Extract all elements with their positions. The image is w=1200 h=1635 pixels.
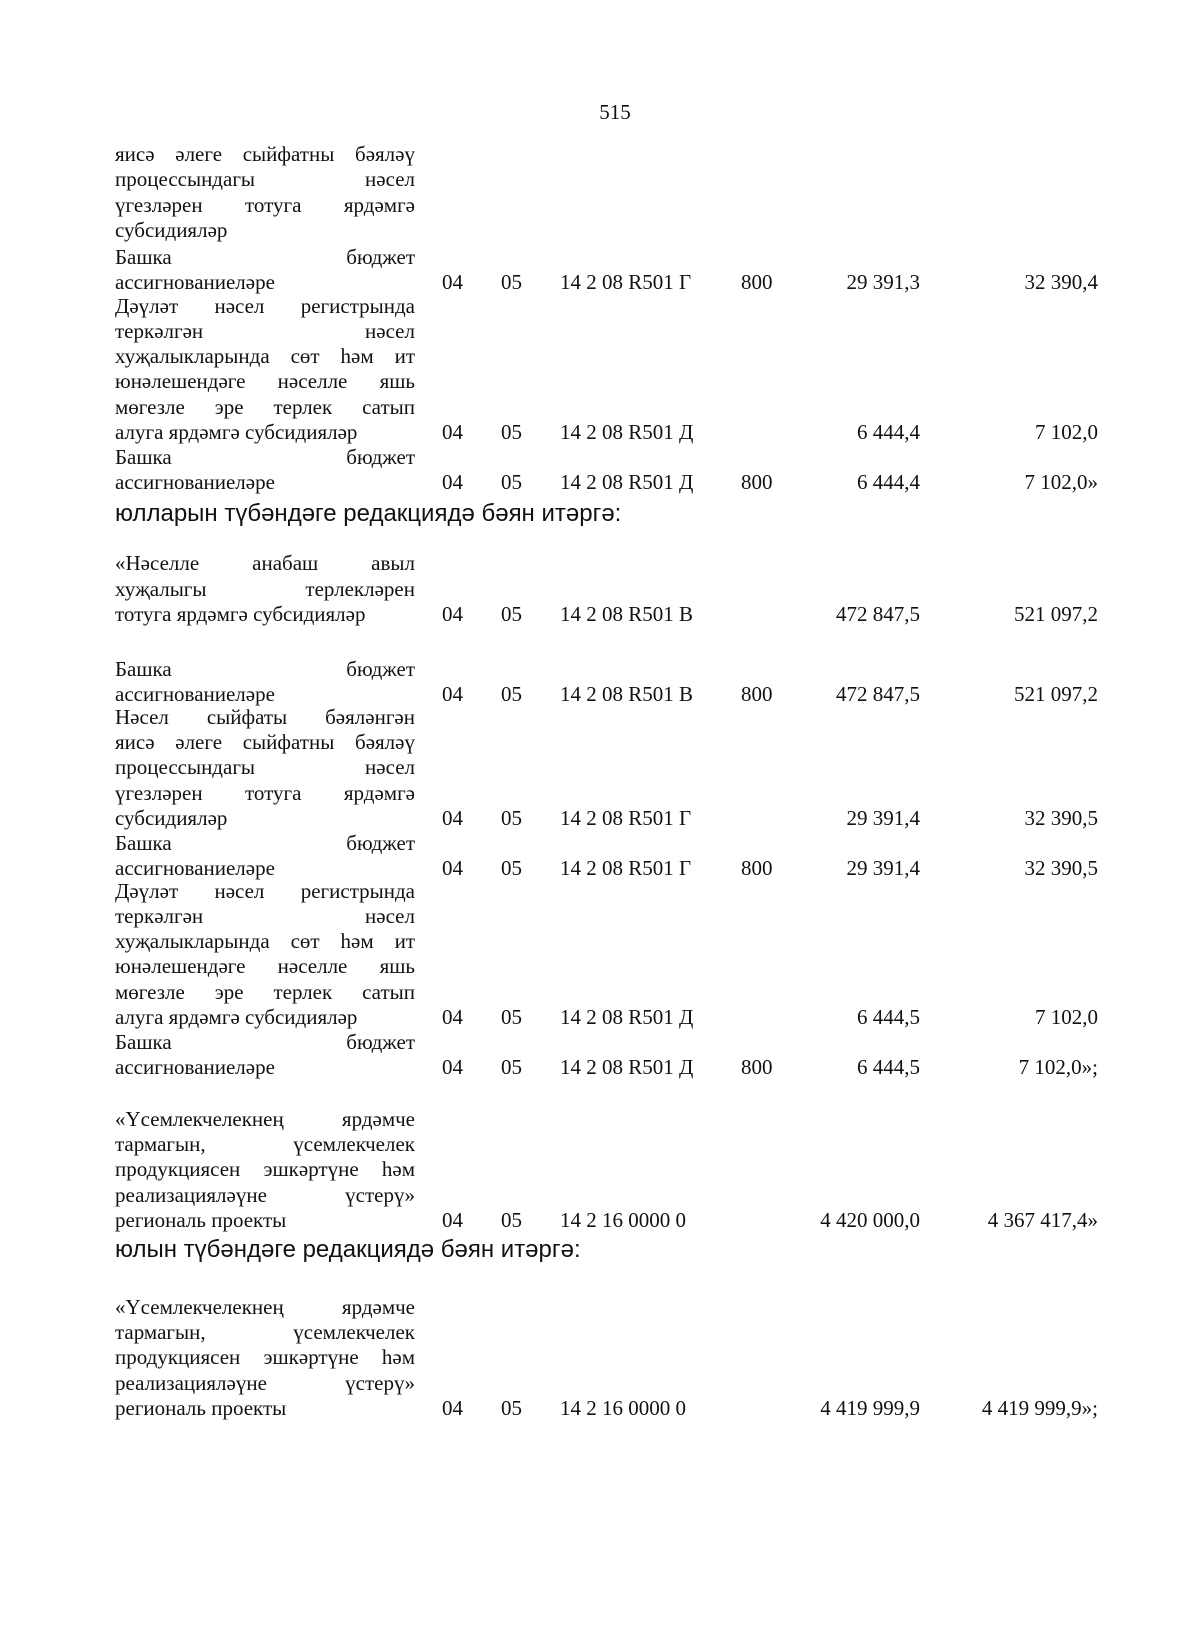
description-line: тотуга ярдәмгә субсидияләр bbox=[115, 601, 366, 626]
amount-year-2: 7 102,0 bbox=[1035, 419, 1098, 444]
description-line: мөгезле эре терлек сатып bbox=[115, 979, 415, 1004]
description-line: теркәлгән нәсел bbox=[115, 903, 415, 928]
expense-type-code: 800 bbox=[741, 855, 773, 880]
amount-year-2: 7 102,0 bbox=[1035, 1004, 1098, 1029]
description-line: «Үсемлекчелекнең ярдәмче bbox=[115, 1294, 415, 1319]
section-code: 04 bbox=[442, 419, 463, 444]
description-line: ассигнованиеләре bbox=[115, 469, 275, 494]
description-line: теркәлгән нәсел bbox=[115, 318, 415, 343]
subsection-code: 05 bbox=[501, 469, 522, 494]
description-line: үгезләрен тотуга ярдәмгә bbox=[115, 192, 415, 217]
subsection-code: 05 bbox=[501, 1207, 522, 1232]
section-code: 04 bbox=[442, 805, 463, 830]
amount-year-2: 521 097,2 bbox=[1014, 601, 1098, 626]
description-line: яисә әлеге сыйфатны бәяләү bbox=[115, 142, 415, 167]
description-line: үгезләрен тотуга ярдәмгә bbox=[115, 780, 415, 805]
description-line: хуҗалыкларында сөт һәм ит bbox=[115, 344, 415, 369]
amount-year-2: 32 390,5 bbox=[1024, 805, 1098, 830]
amount-year-2: 4 419 999,9»; bbox=[981, 1395, 1098, 1420]
amount-year-1: 4 419 999,9 bbox=[820, 1395, 920, 1420]
description-line: Нәсел сыйфаты бәяләнгән bbox=[115, 704, 415, 729]
amount-year-1: 6 444,4 bbox=[857, 469, 920, 494]
description-line: юнәлешендәге нәселле яшь bbox=[115, 954, 415, 979]
description-line: ассигнованиеләре bbox=[115, 1054, 275, 1079]
amount-year-1: 29 391,4 bbox=[846, 805, 920, 830]
subsection-code: 05 bbox=[501, 269, 522, 294]
subsection-code: 05 bbox=[501, 805, 522, 830]
expense-type-code: 800 bbox=[741, 469, 773, 494]
description-line: Башка бюджет bbox=[115, 656, 415, 681]
description-line: субсидияләр bbox=[115, 805, 228, 830]
subsection-code: 05 bbox=[501, 1054, 522, 1079]
description-line: ассигнованиеләре bbox=[115, 855, 275, 880]
expense-type-code: 800 bbox=[741, 1054, 773, 1079]
description-line: «Нәселле анабаш авыл bbox=[115, 551, 415, 576]
description-line: субсидияләр bbox=[115, 217, 228, 242]
description-line: хуҗалыгы терлекләрен bbox=[115, 576, 415, 601]
amount-year-1: 29 391,4 bbox=[846, 855, 920, 880]
amount-year-1: 29 391,3 bbox=[846, 269, 920, 294]
section-code: 04 bbox=[442, 1207, 463, 1232]
description-line: реализацияләүне үстерү» bbox=[115, 1182, 415, 1207]
target-article-code: 14 2 08 R501 Г bbox=[560, 855, 692, 880]
section-code: 04 bbox=[442, 601, 463, 626]
amount-year-1: 472 847,5 bbox=[836, 681, 920, 706]
target-article-code: 14 2 08 R501 В bbox=[560, 601, 694, 626]
description-line: алуга ярдәмгә субсидияләр bbox=[115, 1004, 358, 1029]
description-line: юнәлешендәге нәселле яшь bbox=[115, 369, 415, 394]
description-line: яисә әлеге сыйфатны бәяләү bbox=[115, 730, 415, 755]
description-line: мөгезле эре терлек сатып bbox=[115, 394, 415, 419]
section-code: 04 bbox=[442, 269, 463, 294]
description-line: ассигнованиеләре bbox=[115, 269, 275, 294]
description-line: хуҗалыкларында сөт һәм ит bbox=[115, 929, 415, 954]
amount-year-1: 6 444,5 bbox=[857, 1054, 920, 1079]
description-line: продукциясен эшкәртүне һәм bbox=[115, 1157, 415, 1182]
amount-year-2: 32 390,5 bbox=[1024, 855, 1098, 880]
section-code: 04 bbox=[442, 681, 463, 706]
expense-type-code: 800 bbox=[741, 681, 773, 706]
description-line: региональ проекты bbox=[115, 1395, 287, 1420]
description-line: Башка бюджет bbox=[115, 444, 415, 469]
section-code: 04 bbox=[442, 1054, 463, 1079]
description-line: реализацияләүне үстерү» bbox=[115, 1370, 415, 1395]
instruction-text: юлын түбәндәге редакциядә бәян итәргә: bbox=[115, 1236, 581, 1263]
description-line: Башка бюджет bbox=[115, 830, 415, 855]
row-description bbox=[115, 1295, 415, 1421]
amount-year-2: 7 102,0» bbox=[1024, 469, 1098, 494]
subsection-code: 05 bbox=[501, 1395, 522, 1420]
amount-year-2: 32 390,4 bbox=[1024, 269, 1098, 294]
section-code: 04 bbox=[442, 855, 463, 880]
target-article-code: 14 2 08 R501 Г bbox=[560, 269, 692, 294]
section-code: 04 bbox=[442, 469, 463, 494]
amount-year-2: 4 367 417,4» bbox=[987, 1207, 1098, 1232]
description-line: «Үсемлекчелекнең ярдәмче bbox=[115, 1106, 415, 1131]
page-number: 515 bbox=[599, 100, 631, 124]
description-line: тармагын, үсемлекчелек bbox=[115, 1132, 415, 1157]
target-article-code: 14 2 08 R501 Д bbox=[560, 1004, 694, 1029]
target-article-code: 14 2 08 R501 Д bbox=[560, 469, 694, 494]
target-article-code: 14 2 08 R501 Д bbox=[560, 1054, 694, 1079]
description-line: тармагын, үсемлекчелек bbox=[115, 1320, 415, 1345]
amount-year-1: 4 420 000,0 bbox=[820, 1207, 920, 1232]
instruction-text: юлларын түбәндәге редакциядә бәян итәргә: bbox=[115, 500, 622, 527]
subsection-code: 05 bbox=[501, 601, 522, 626]
section-code: 04 bbox=[442, 1395, 463, 1420]
description-line: Башка бюджет bbox=[115, 1029, 415, 1054]
subsection-code: 05 bbox=[501, 1004, 522, 1029]
description-line: Башка бюджет bbox=[115, 244, 415, 269]
amount-year-2: 521 097,2 bbox=[1014, 681, 1098, 706]
section-code: 04 bbox=[442, 1004, 463, 1029]
description-line: алуга ярдәмгә субсидияләр bbox=[115, 419, 358, 444]
description-line: региональ проекты bbox=[115, 1207, 287, 1232]
subsection-code: 05 bbox=[501, 855, 522, 880]
target-article-code: 14 2 08 R501 Д bbox=[560, 419, 694, 444]
description-line: Дәүләт нәсел регистрында bbox=[115, 293, 415, 318]
target-article-code: 14 2 16 0000 0 bbox=[560, 1207, 686, 1232]
subsection-code: 05 bbox=[501, 681, 522, 706]
description-line: ассигнованиеләре bbox=[115, 681, 275, 706]
amount-year-1: 6 444,5 bbox=[857, 1004, 920, 1029]
target-article-code: 14 2 08 R501 В bbox=[560, 681, 694, 706]
description-line: Дәүләт нәсел регистрында bbox=[115, 878, 415, 903]
subsection-code: 05 bbox=[501, 419, 522, 444]
amount-year-1: 6 444,4 bbox=[857, 419, 920, 444]
amount-year-2: 7 102,0»; bbox=[1018, 1054, 1098, 1079]
amount-year-1: 472 847,5 bbox=[836, 601, 920, 626]
description-line: процессындагы нәсел bbox=[115, 755, 415, 780]
description-line: процессындагы нәсел bbox=[115, 167, 415, 192]
description-line: продукциясен эшкәртүне һәм bbox=[115, 1345, 415, 1370]
target-article-code: 14 2 08 R501 Г bbox=[560, 805, 692, 830]
expense-type-code: 800 bbox=[741, 269, 773, 294]
target-article-code: 14 2 16 0000 0 bbox=[560, 1395, 686, 1420]
